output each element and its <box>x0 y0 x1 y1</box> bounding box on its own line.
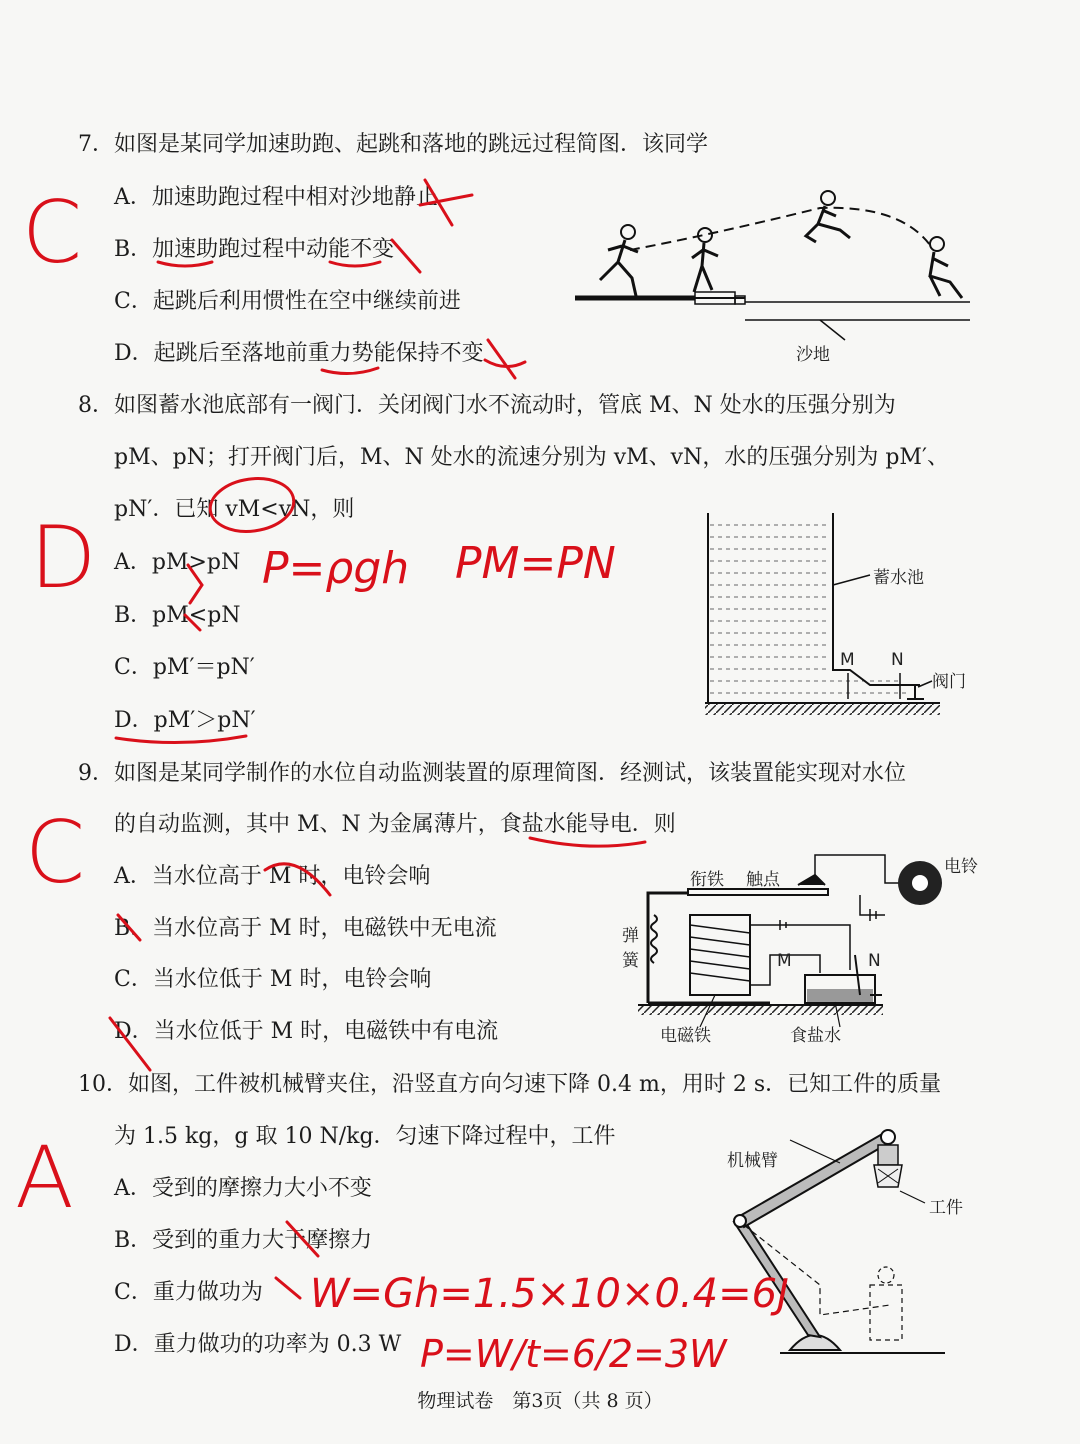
armature-label: 衔铁 <box>690 870 724 890</box>
q10-stem-line2: 为 1.5 kg，g 取 10 N/kg．匀速下降过程中，工件 <box>114 1124 616 1149</box>
contact-label: 触点 <box>746 870 780 890</box>
q7-handwritten-answer: C <box>22 183 83 283</box>
salt-water-label: 食盐水 <box>790 1026 841 1046</box>
plate-m-label: M <box>777 951 792 971</box>
q10-note-work: W=Gh=1.5×10×0.4=6J <box>310 1271 789 1317</box>
q9-option-c: C．当水位低于 M 时，电铃会响 <box>114 967 432 992</box>
q8-handwritten-answer: D <box>30 508 97 608</box>
point-m-label: M <box>840 650 855 670</box>
sand-label: 沙地 <box>796 345 830 365</box>
q10-option-c: C．重力做功为 <box>114 1280 263 1305</box>
q7-option-c: C．起跳后利用惯性在空中继续前进 <box>114 289 461 314</box>
workpiece-label: 工件 <box>929 1198 963 1218</box>
reservoir-label: 蓄水池 <box>873 568 924 588</box>
bell-label: 电铃 <box>944 857 978 877</box>
q10-handwritten-answer: A <box>15 1128 74 1228</box>
q8-stem-line2: pM、pN；打开阀门后，M、N 处水的流速分别为 vM、vN，水的压强分别为 pM′、 <box>114 445 949 470</box>
page-footer: 物理试卷 第3页（共 8 页） <box>417 1390 663 1412</box>
q10-option-a: A．受到的摩擦力大小不变 <box>114 1176 372 1201</box>
q10-note-power: P=W/t=6/2=3W <box>420 1332 727 1376</box>
q9-option-b: B．当水位高于 M 时，电磁铁中无电流 <box>114 916 497 941</box>
q8-note-equal-pressure: PM=PN <box>455 538 616 589</box>
q7-option-b: B．加速助跑过程中动能不变 <box>114 237 395 262</box>
spring-label-2: 簧 <box>622 951 639 971</box>
q10-option-d: D．重力做功的功率为 0.3 W <box>114 1332 402 1357</box>
electromagnet-label: 电磁铁 <box>660 1026 711 1046</box>
q8-note-formula: P=ρgh <box>262 543 410 594</box>
q9-option-a: A．当水位高于 M 时，电铃会响 <box>114 864 431 889</box>
q7-option-a: A．加速助跑过程中相对沙地静止 <box>114 185 438 210</box>
q7-stem: 7．如图是某同学加速助跑、起跳和落地的跳远过程简图．该同学 <box>78 132 708 157</box>
q10-stem: 10．如图，工件被机械臂夹住，沿竖直方向匀速下降 0.4 m，用时 2 s．已知工件的质量 <box>78 1072 942 1097</box>
q8-stem-line3: pN′．已知 vM<vN，则 <box>114 497 355 522</box>
q9-option-d: D．当水位低于 M 时，电磁铁中有电流 <box>114 1019 499 1044</box>
point-n-label: N <box>891 650 904 670</box>
q8-option-a: A．pM>pN <box>114 550 241 575</box>
q10-option-b: B．受到的重力大于摩擦力 <box>114 1228 373 1253</box>
q7-option-d: D．起跳后至落地前重力势能保持不变 <box>114 341 484 366</box>
spring-label-1: 弹 <box>622 926 639 946</box>
robot-arm-label: 机械臂 <box>727 1151 778 1171</box>
q9-stem-line2: 的自动监测，其中 M、N 为金属薄片，食盐水能导电．则 <box>114 812 676 837</box>
valve-label: 阀门 <box>932 672 966 692</box>
q8-option-d: D．pM′＞pN′ <box>114 708 256 733</box>
q9-stem: 9．如图是某同学制作的水位自动监测装置的原理简图．经测试，该装置能实现对水位 <box>78 761 906 786</box>
q8-option-b: B．pM<pN <box>114 603 241 628</box>
q8-option-c: C．pM′＝pN′ <box>114 655 255 680</box>
q9-handwritten-answer: C <box>25 803 86 903</box>
plate-n-label: N <box>868 951 881 971</box>
q8-stem: 8．如图蓄水池底部有一阀门．关闭阀门水不流动时，管底 M、N 处水的压强分别为 <box>78 393 896 418</box>
